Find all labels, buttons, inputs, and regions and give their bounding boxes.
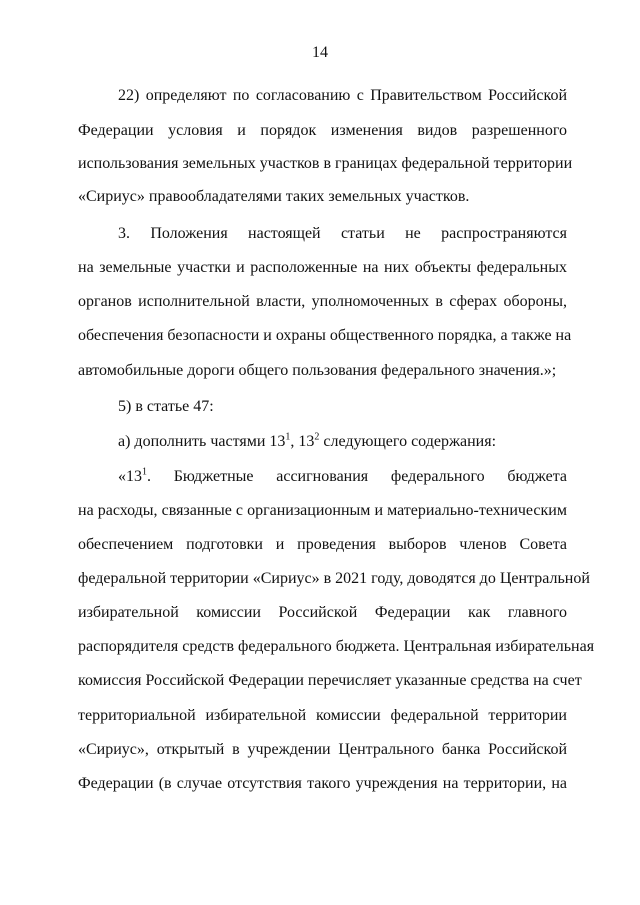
superscript: 1 <box>285 431 291 443</box>
text-line: территориальной избирательной комиссии федеральной территории <box>78 707 567 724</box>
text-line: «Сириус» правообладателями таких земельных участков. <box>78 188 470 205</box>
text-line: комиссия Российской Федерации перечисляет указанные средства на счет <box>78 672 582 689</box>
text-line: обеспечения безопасности и охраны общественного порядка, а также на <box>78 327 572 344</box>
text-line: «Сириус», открытый в учреждении Центрального банка Российской <box>78 741 567 758</box>
text-line: использования земельных участков в границах федеральной территории <box>78 155 573 172</box>
text-line: обеспечением подготовки и проведения выборов членов Совета <box>78 536 567 553</box>
text-line: распорядителя средств федерального бюджета. Центральная избирательная <box>78 638 595 655</box>
text-line: на расходы, связанные с организационным и материально-техническим <box>78 502 567 519</box>
superscript: 1 <box>142 466 147 478</box>
page-number: 14 <box>312 44 328 61</box>
text-line <box>118 467 567 487</box>
superscript: 2 <box>314 431 320 443</box>
text-line: 3. Положения настоящей статьи не распространяются <box>118 225 567 242</box>
text-line: федеральной территории «Сириус» в 2021 году, доводятся до Центральной <box>78 570 590 587</box>
text-fragment: следующего содержания: <box>319 433 497 450</box>
text-line: Федерации (в случае отсутствия такого учреждения на территории, на <box>78 775 567 792</box>
text-line: 5) в статье 47: <box>118 398 214 415</box>
text-line: автомобильные дороги общего пользования федерального значения.»; <box>78 362 557 379</box>
text-line: на земельные участки и расположенные на них объекты федеральных <box>78 259 567 276</box>
text-line: Федерации условия и порядок изменения видов разрешенного <box>78 122 567 139</box>
text-fragment: «13 <box>118 468 142 485</box>
text-line: органов исполнительной власти, уполномоченных в сферах обороны, <box>78 293 567 310</box>
text-fragment: , 13 <box>290 433 315 450</box>
text-fragment: а) дополнить частями 13 <box>118 433 286 450</box>
text-line: избирательной комиссии Российской Федерации как главного <box>78 604 567 621</box>
text-fragment: . Бюджетные ассигнования федерального бюджета <box>147 468 567 485</box>
text-line: 22) определяют по согласованию с Правительством Российской <box>118 87 567 104</box>
text-line <box>118 432 567 452</box>
